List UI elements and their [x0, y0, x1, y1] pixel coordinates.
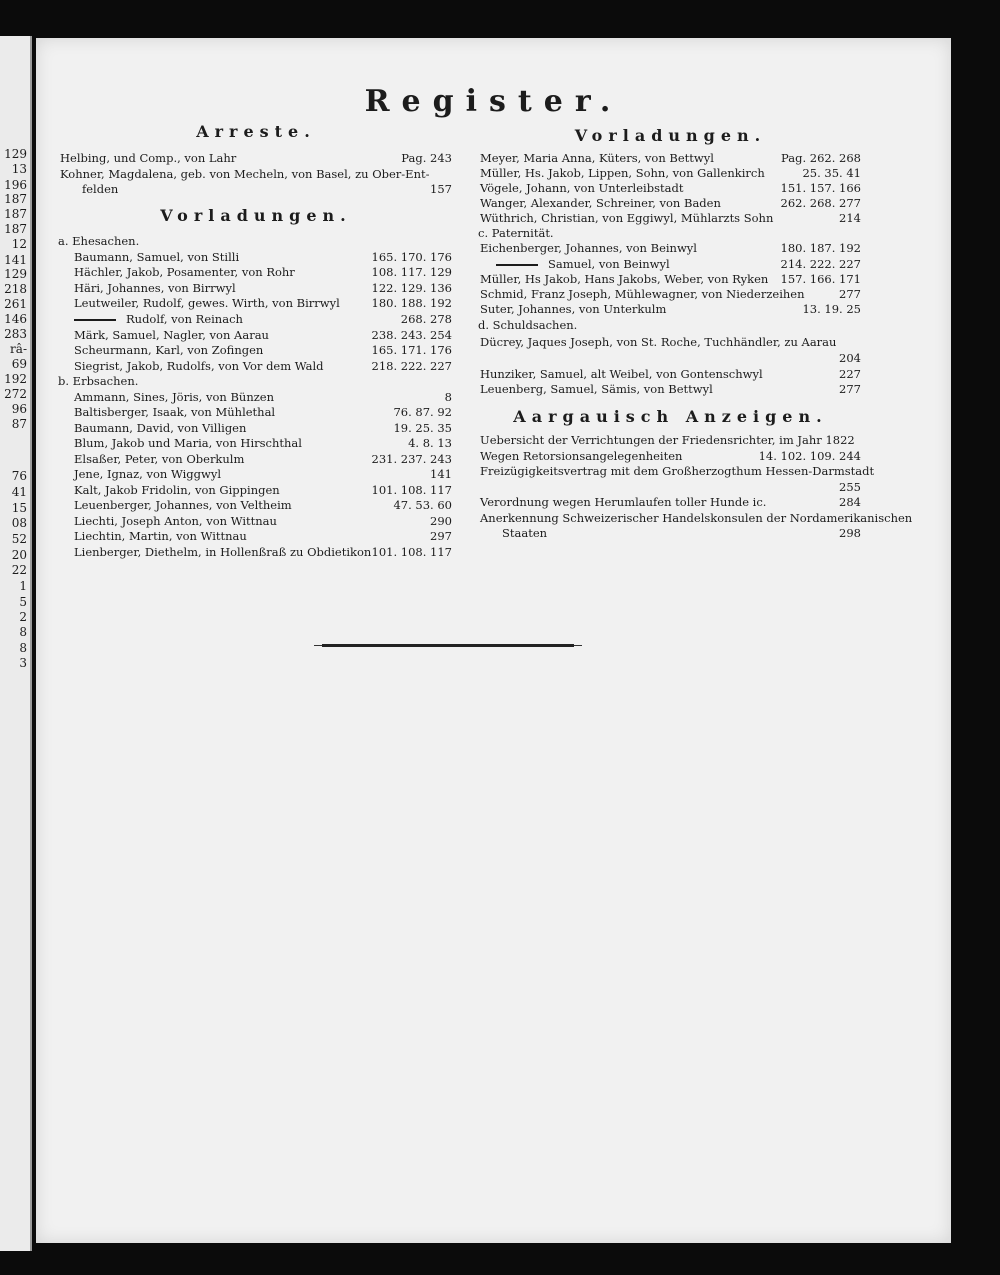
page-number: 20: [11, 548, 27, 562]
page-title: Register.: [364, 84, 623, 119]
page-number: 15: [11, 501, 27, 515]
section-heading-anzeigen: Aargauisch Anzeigen.: [513, 407, 828, 426]
page-number: 1: [19, 579, 27, 593]
list-item: Wüthrich, Christian, von Eggiwyl, Mühlarzts Sohn 214: [480, 211, 861, 225]
list-item: Baumann, David, von Villigen 19. 25. 35: [74, 421, 452, 435]
end-rule-divider: [322, 644, 574, 647]
section-heading-vorladungen: Vorladungen.: [160, 206, 352, 225]
list-item: Anerkennung Schweizerischer Handelskonsulen der Nordamerikanischen: [480, 511, 913, 525]
page-number: 272: [4, 387, 27, 401]
list-item: Vögele, Johann, von Unterleibstadt 151. 157. 166: [480, 181, 861, 195]
page-number: 69: [11, 357, 27, 371]
list-item: Hunziker, Samuel, alt Weibel, von Gontenschwyl 227: [480, 367, 861, 381]
list-item: Verordnung wegen Herumlaufen toller Hunde ic. 284: [480, 495, 861, 509]
entry-label: Helbing, und Comp., von Lahr: [60, 151, 237, 165]
subsection-label: b. Erbsachen.: [58, 374, 139, 388]
section-heading-vorladungen: Vorladungen.: [574, 126, 767, 145]
page-number: 5: [19, 595, 27, 609]
list-item: Jene, Ignaz, von Wiggwyl 141: [74, 467, 452, 481]
subsection-label: a. Ehesachen.: [58, 234, 140, 248]
page-number: 192: [4, 372, 27, 386]
list-item: Staaten 298: [502, 526, 861, 540]
list-item: Baltisberger, Isaak, von Mühlethal 76. 87. 92: [74, 405, 452, 419]
page-number: 52: [11, 532, 27, 546]
list-item: Eichenberger, Johannes, von Beinwyl 180. 187. 192: [480, 241, 861, 255]
list-item: Kalt, Jakob Fridolin, von Gippingen 101. 108. 117: [74, 483, 452, 497]
list-item: Freizügigkeitsvertrag mit dem Großherzogthum Hessen-Darmstadt: [480, 464, 875, 478]
subsection-label: d. Schuldsachen.: [478, 318, 578, 332]
list-item: Leuenberger, Johannes, von Veltheim 47. 53. 60: [74, 498, 452, 512]
list-item: Märk, Samuel, Nagler, von Aarau 238. 243. 254: [74, 328, 452, 342]
list-item: Wanger, Alexander, Schreiner, von Baden 262. 268. 277: [480, 196, 861, 210]
list-item: Dücrey, Jaques Joseph, von St. Roche, Tuchhändler, zu Aarau: [480, 335, 837, 349]
list-item: Uebersicht der Verrichtungen der Friedensrichter, im Jahr 1822: [480, 433, 855, 447]
page-number: 187: [4, 192, 27, 206]
page-number: 76: [11, 469, 27, 483]
list-item: Leuenberg, Samuel, Sämis, von Bettwyl 277: [480, 382, 861, 396]
list-item: Baumann, Samuel, von Stilli 165. 170. 176: [74, 250, 452, 264]
list-item: [60, 166, 452, 182]
page-number: 41: [11, 485, 27, 499]
list-item: Wegen Retorsionsangelegenheiten 14. 102. 109. 244: [480, 449, 861, 463]
page-number: 129: [4, 267, 27, 281]
document-page: [36, 38, 951, 1243]
list-item: 255: [839, 480, 861, 494]
list-item: [60, 181, 452, 197]
subsection-label: c. Paternität.: [478, 226, 554, 240]
list-item: Lienberger, Diethelm, in Hollenßraß zu Obdietikon 101. 108. 117: [74, 545, 452, 559]
page-number: 146: [4, 312, 27, 326]
list-item: Rudolf, von Reinach 268. 278: [60, 311, 452, 327]
list-item: Müller, Hs. Jakob, Lippen, Sohn, von Gallenkirch 25. 35. 41: [480, 166, 861, 180]
list-item: Hächler, Jakob, Posamenter, von Rohr 108. 117. 129: [74, 265, 452, 279]
section-heading-arreste: Arreste.: [196, 122, 316, 141]
list-item: Schmid, Franz Joseph, Mühlewagner, von Niederzeihen 277: [480, 287, 861, 301]
page-number: 187: [4, 207, 27, 221]
page-number: 8: [19, 625, 27, 639]
page-number: 261: [4, 297, 27, 311]
page-number: râ-: [10, 342, 27, 356]
page-number: 196: [4, 178, 27, 192]
list-item: Leutweiler, Rudolf, gewes. Wirth, von Birrwyl 180. 188. 192: [74, 296, 452, 310]
list-item: Suter, Johannes, von Unterkulm 13. 19. 25: [480, 302, 861, 316]
adjacent-page-edge: [0, 36, 32, 1251]
page-number: 218: [4, 282, 27, 296]
page-number: 22: [11, 563, 27, 577]
list-item: Samuel, von Beinwyl 214. 222. 227: [480, 256, 861, 272]
list-item: Meyer, Maria Anna, Küters, von Bettwyl Pag. 262. 268: [480, 151, 861, 165]
ditto-dash: [496, 264, 538, 266]
list-item: Liechtin, Martin, von Wittnau 297: [74, 529, 452, 543]
list-item: [60, 150, 452, 166]
page-number: 141: [4, 253, 27, 267]
page-number: 87: [11, 417, 27, 431]
list-item: Elsaßer, Peter, von Oberkulm 231. 237. 243: [74, 452, 452, 466]
page-number: 12: [11, 237, 27, 251]
entry-label: felden: [82, 182, 119, 196]
page-number: 3: [19, 656, 27, 670]
ditto-dash: [74, 319, 116, 321]
entry-pages: Pag. 243: [401, 151, 452, 165]
entry-label: Kohner, Magdalena, geb. von Mecheln, von Basel, zu Ober-Ent-: [60, 167, 430, 181]
page-number: 96: [11, 402, 27, 416]
page-number: 13: [11, 162, 27, 176]
list-item: 204: [839, 351, 861, 365]
page-number: 187: [4, 222, 27, 236]
list-item: Blum, Jakob und Maria, von Hirschthal 4. 8. 13: [74, 436, 452, 450]
page-number: 2: [19, 610, 27, 624]
list-item: Ammann, Sines, Jöris, von Bünzen 8: [74, 390, 452, 404]
page-number: 08: [11, 516, 27, 530]
list-item: Häri, Johannes, von Birrwyl 122. 129. 136: [74, 281, 452, 295]
page-number: 8: [19, 641, 27, 655]
entry-pages: 157: [430, 182, 452, 196]
page-number: 283: [4, 327, 27, 341]
page-number: 129: [4, 147, 27, 161]
list-item: Liechti, Joseph Anton, von Wittnau 290: [74, 514, 452, 528]
list-item: Müller, Hs Jakob, Hans Jakobs, Weber, von Ryken 157. 166. 171: [480, 272, 861, 286]
list-item: Siegrist, Jakob, Rudolfs, von Vor dem Wald 218. 222. 227: [74, 359, 452, 373]
list-item: Scheurmann, Karl, von Zofingen 165. 171. 176: [74, 343, 452, 357]
